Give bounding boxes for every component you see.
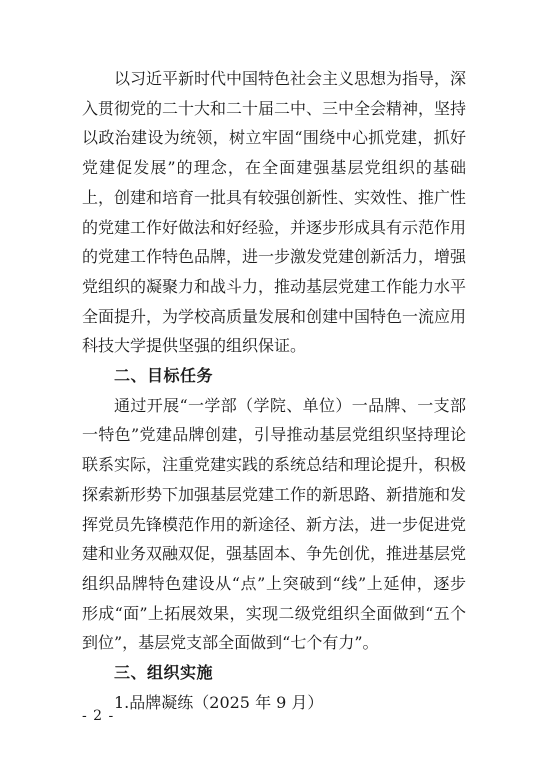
section-heading-implementation: 三、组织实施 bbox=[114, 663, 214, 683]
subheading-brand-refinement: 1.品牌凝练（2025 年 9 月） bbox=[114, 692, 324, 712]
guiding-ideology-paragraph: 以习近平新时代中国特色社会主义思想为指导，深入贯彻党的二十大和二十届二中、三中全会精神，坚持以政治建设为统领，树立牢固“围绕中心抓党建，抓好党建促发展”的理念，在全面建强基层党组织的基础上，创建和培育一批具有较强创新性、实效性、推广性的党建工作好做法和好经验，并逐步形成具有示范作用的党建工作特色品牌，进一步激发党建创新活力，增强党组织的凝聚力和战斗力，推动基层党建工作能力水平全面提升，为学校高质量发展和创建中国特色一流应用科技大学提供坚强的组织保证。 bbox=[82, 69, 467, 356]
page-number: - 2 - bbox=[82, 708, 115, 724]
goals-paragraph: 通过开展“一学部（学院、单位）一品牌、一支部一特色”党建品牌创建，引导推动基层党组织坚持理论联系实际，注重党建实践的系统总结和理论提升，积极探索新形势下加强基层党建工作的新思路、新措施和发挥党员先锋模范作用的新途径、新方法，进一步促进党建和业务双融双促，强基固本、争先创优，推进基层党组织品牌特色建设从“点”上突破到“线”上延伸，逐步形成“面”上拓展效果，实现二级党组织全面做到“五个到位”，基层党支部全面做到“七个有力”。 bbox=[82, 395, 467, 653]
document-body bbox=[82, 64, 466, 717]
section-heading-goals: 二、目标任务 bbox=[114, 366, 214, 386]
